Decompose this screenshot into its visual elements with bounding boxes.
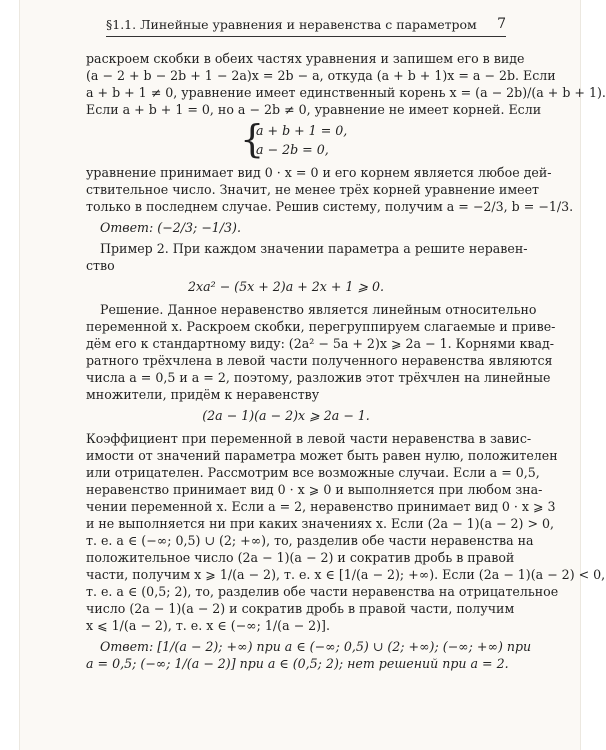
display-inequality-1: 2xa² − (5x + 2)a + 2x + 1 ⩾ 0. bbox=[187, 279, 385, 294]
answer-2-continued: a = 0,5; (−∞; 1/(a − 2)] при a ∈ (0,5; 2); нет решений при a = 2. bbox=[86, 656, 509, 671]
answer-1: Ответ: (−2/3; −1/3). bbox=[100, 220, 241, 235]
text-line: множители, придём к неравенству bbox=[86, 387, 320, 402]
text-line: раскроем скобки в обеих частях уравнения и запишем его в виде bbox=[86, 51, 525, 66]
text-line: число (2a − 1)(a − 2) и сократив дробь в правой части, получим bbox=[86, 601, 515, 616]
text-line: имости от значений параметра может быть равен нулю, положителен bbox=[86, 448, 558, 463]
answer-2: Ответ: [1/(a − 2); +∞) при a ∈ (−∞; 0,5) ∪ (2; +∞); (−∞; +∞) при bbox=[100, 639, 532, 654]
text-line: уравнение принимает вид 0 · x = 0 и его корнем является любое дей- bbox=[86, 165, 552, 180]
text-line: ство bbox=[86, 258, 115, 273]
text-line: дём его к стандартному виду: (2a² − 5a + 2)x ⩾ 2a − 1. Корнями квад- bbox=[86, 336, 555, 351]
system-equation-1: a + b + 1 = 0, bbox=[256, 123, 348, 138]
text-line: ратного трёхчлена в левой части полученного неравенства являются bbox=[86, 353, 553, 368]
text-line: ствительное число. Значит, не менее трёх корней уравнение имеет bbox=[86, 182, 539, 197]
text-line: Коэффициент при переменной в левой части неравенства в завис- bbox=[86, 431, 532, 446]
text-line: x ⩽ 1/(a − 2), т. е. x ∈ (−∞; 1/(a − 2)]. bbox=[86, 618, 330, 633]
text-line: a + b + 1 ≠ 0, уравнение имеет единственный корень x = (a − 2b)/(a + b + 1). bbox=[86, 85, 606, 100]
text-line: неравенство принимает вид 0 · x ⩾ 0 и выполняется при любом зна- bbox=[86, 482, 543, 497]
system-brace: { bbox=[240, 117, 265, 161]
text-line: т. е. a ∈ (−∞; 0,5) ∪ (2; +∞), то, разделив обе части неравенства на bbox=[86, 533, 534, 548]
example-2-heading: Пример 2. При каждом значении параметра a решите неравен- bbox=[100, 241, 528, 256]
text-line: т. е. a ∈ (0,5; 2), то, разделив обе части неравенства на отрицательное bbox=[86, 584, 559, 599]
section-title: §1.1. Линейные уравнения и неравенства с параметром bbox=[106, 17, 477, 32]
text-line: Если a + b + 1 = 0, но a − 2b ≠ 0, уравнение не имеет корней. Если bbox=[86, 102, 542, 117]
text-line: или отрицателен. Рассмотрим все возможные случаи. Если a = 0,5, bbox=[86, 465, 540, 480]
solution-heading: Решение. Данное неравенство является линейным относительно bbox=[100, 302, 537, 317]
display-inequality-2: (2a − 1)(a − 2)x ⩾ 2a − 1. bbox=[202, 408, 370, 423]
page-body bbox=[86, 50, 606, 672]
text-line: и не выполняется ни при каких значениях x. Если (2a − 1)(a − 2) > 0, bbox=[86, 516, 555, 531]
text-line: только в последнем случае. Решив систему, получим a = −2/3, b = −1/3. bbox=[86, 199, 574, 214]
equation-system bbox=[86, 117, 486, 161]
page-number: 7 bbox=[497, 16, 506, 32]
text-line: переменной x. Раскроем скобки, перегруппируем слагаемые и приве- bbox=[86, 319, 556, 334]
text-line: положительное число (2a − 1)(a − 2) и сократив дробь в правой bbox=[86, 550, 515, 565]
text-line: части, получим x ⩾ 1/(a − 2), т. е. x ∈ [1/(a − 2); +∞). Если (2a − 1)(a − 2) < 0, bbox=[86, 567, 606, 582]
text-line: чении переменной x. Если a = 2, неравенство принимает вид 0 · x ⩾ 3 bbox=[86, 499, 556, 514]
running-header bbox=[106, 16, 506, 37]
text-line: (a − 2 + b − 2b + 1 − 2a)x = 2b − a, откуда (a + b + 1)x = a − 2b. Если bbox=[86, 68, 556, 83]
text-line: числа a = 0,5 и a = 2, поэтому, разложив этот трёхчлен на линейные bbox=[86, 370, 551, 385]
system-equation-2: a − 2b = 0, bbox=[256, 142, 329, 157]
